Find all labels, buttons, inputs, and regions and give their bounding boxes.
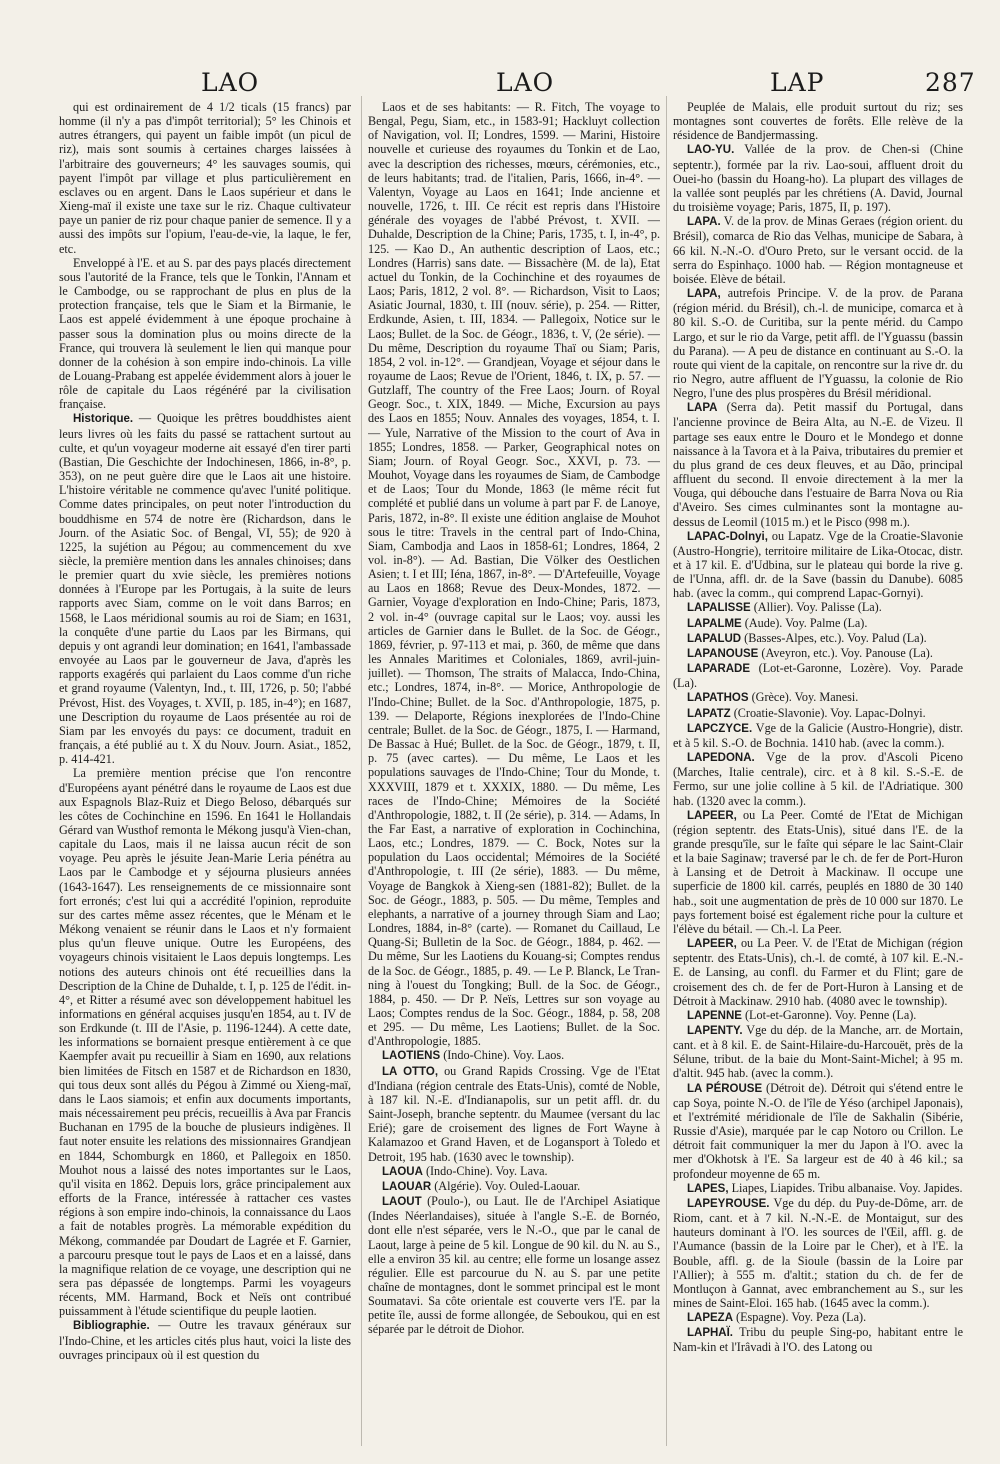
- entry-text: autrefois Principe. V. de la prov. de Parana (région mérid. du Brésil), ch.-l. de municipe, comarca et à 80 kil. S.-O. de Curitiba, sur la pente mérid. du Campo Largo, et sur le rio da Varge, petit affl. de l'Yguassu (bassin du Parana). — A peu de distance en continuant au S.-O. la route qui vient de la capitale, on rencontre sur la rive dr. du rio Negro, autre affluent de l'Yguassu, la colonie de Rio Negro, l'une des plus prospères du Brésil méridional.: [673, 286, 963, 401]
- dictionary-entry: [673, 808, 963, 936]
- entry-text: (Serra da). Petit massif du Portugal, dans l'ancienne province de Beira Alta, au N.-E. de Vizeu. Il partage ses eaux entre le Douro et le Mondego et donne naissance à la Tavora et à la Paiva, tributaires du premier et du plus grand de ces deux fleuves, et au Dão, principal affluent du second. Il envoie directement à la mer la Vouga, qui débouche dans l'estuaire de Barra Nova ou Ria d'Aveiro. Ses cimes culminantes sont la montagne au-dessus de Leomil (1015 m.) et le Pisco (998 m.).: [673, 400, 963, 529]
- entry-headword: LAPATHOS: [687, 692, 749, 705]
- entry-text: V. de la prov. de Minas Geraes (région orient. du Brésil), comarca de Rio das Velhas, municipe de Sabara, à 66 kil. N.-N.-O. d'Ouro Preto, sur le versant occid. de la serra do Espinhaço. 1000 hab. — Région montagneuse et boisée. Elève de bétail.: [673, 214, 963, 286]
- dictionary-entry: [673, 1008, 963, 1023]
- dictionary-entry: [673, 1081, 963, 1181]
- running-head-center: LAO: [496, 68, 555, 97]
- dictionary-entry: [673, 529, 963, 601]
- dictionary-entry: [368, 1064, 660, 1164]
- entry-text: (Aveyron, etc.). Voy. Panouse (La).: [758, 645, 933, 660]
- dictionary-entry: [59, 1318, 351, 1361]
- dictionary-entry: [673, 214, 963, 286]
- text-column-1: [59, 100, 351, 1445]
- dictionary-entry: [368, 1048, 660, 1063]
- entry-text: Vge du dép. du Puy-de-Dôme, arr. de Riom, cant. et à 7 kil. N.-N.-E. de Montaigut, sur des hauteurs dominant à l'O. les sources de l'Œil, affl. g. de l'Aumance (bassin de la Loire par le Cher), et à l'E. la Bouble, affl. g. de la Sioule (bassin de la Loire par l'Allier); à 555 m. d'altit.; station du ch. de fer de Montluçon à Gannat, avec embranchement au S., sur les mines de Saint-Eloi. 165 hab. (1645 avec la comm.).: [673, 1195, 963, 1310]
- dictionary-entry: [673, 631, 963, 646]
- entry-text: (Allier). Voy. Palisse (La).: [750, 600, 882, 615]
- entry-text: La première mention précise que l'on rencontre d'Européens ayant pénétré dans le royaume de Laos est due aux Espagnols Blaz-Ruiz et Diego Beloso, débarqués sur les côtes de Cochinchine en 1596. En 1641 le Hollandais Gérard van Wusthof remonta le Mékong jusqu'à Vien-chan, capitale du Laos, mais il ne laissa aucun récit de son voyage. Peu après le jésuite Jean-Marie Leria pénétra au Laos par le Cambodge et y séjourna plusieurs années (1643-1647). Les renseignements de ce missionnaire sont fort erronés; c'est lui qui a accrédité l'opinion, reproduite sur des cartes même assez récentes, que le Ménam et le Mékong venaient se réunir dans le Laos et n'y formaient plus qu'un fleuve unique. Outre les Européens, des voyageurs chinois visitaient le Laos depuis longtemps. Les notions des auteurs chinois ont été recueillies dans la Description de la Chine de Duhalde, t. I, p. 125 de l'édit. in-4°, et Ritter a résumé avec son développement habituel les informations en général acquises jusqu'en 1854, au t. IV de son Erdkunde (t. III de l'Asie, p. 1196-1244). A cette date, les informations se bornaient presque entièrement à ce que Kaempfer avait pu recueillir à Siam en 1690, aux relations bien limitées de Fitsch en 1587 et de Richardson en 1830, qui tous deux sont allés du Pégou à Zimmé ou Xieng-maï, dans le Laos siamois; et enfin aux documents importants, mais nécessairement peu précis, recueillis à Ava par Francis Buchanan en 1795 de la bouche de plusieurs indigènes. Il faut noter ensuite les relations des missionnaires Grandjean en 1844, Schomburgk en 1860, et Pallegoix en 1850. Mouhot nous a laissé des notes importantes sur le Laos, qu'il visita en 1862. Depuis lors, grâce principalement aux efforts de la France, intéressée à rattacher ces vastes régions à son empire indo-chinois, la connaissance du Laos a fait de notables progrès. La mémorable expédition du Mékong, commandée par Doudart de Lagrée et F. Garnier, a parcouru presque tout le pays de Laos et en a laissé, dans la magnifique relation de ce voyage, une description qui ne sera pas dépassée de longtemps. Parmi les voyageurs récents, MM. Harmand, Bock et Neïs ont contribué puissamment à l'étude scientifique du peuple laotien.: [59, 766, 351, 1319]
- entry-headword: LAPA.: [687, 216, 721, 229]
- entry-headword: LAPEDONA.: [687, 752, 755, 765]
- text-paragraph: [673, 100, 963, 142]
- dictionary-entry: [368, 1179, 660, 1194]
- entry-text: ou La Peer. Comté de l'Etat de Michigan (région septentr. des Etats-Unis), situé dans l'E. de la grande presqu'île, sur le faîte qui sépare le lac Saint-Clair et la baie Saginaw; traversé par le ch. de fer de Port-Huron à Lansing et de Detroit à Mackinaw. Il occupe une superficie de 1800 kil. carrés, peuplés en 1880 de 30 140 hab., soit une augmentation de près de 10 000 sur 1870. Le pays fortement boisé est également riche pour la culture et l'élève du bétail. — Ch.-l. La Peer.: [673, 807, 963, 936]
- entry-text: (Lot-et-Garonne, Lozère). Voy. Parade (La).: [673, 661, 963, 691]
- page-number: 287: [925, 68, 976, 97]
- entry-text: (Indo-Chine). Voy. Laos.: [440, 1048, 565, 1063]
- dictionary-entry: [673, 1196, 963, 1310]
- entry-text: (Algérie). Voy. Ouled-Laouar.: [431, 1178, 581, 1193]
- entry-text: Vallée de la prov. de Chen-si (Chine septentr.), formée par la riv. Lao-soui, affluent droit du Ouei-ho (bassin du Hoang-ho). La plupart des villages de la vallée sont peuplés par les chrétiens (A. David, Journal du troisième voyage; Paris, 1875, II, p. 197).: [673, 142, 963, 215]
- entry-headword: LA PÉROUSE: [687, 1082, 763, 1095]
- running-head-right: LAP: [770, 68, 825, 97]
- entry-headword: LAPATZ: [687, 707, 731, 720]
- dictionary-entry: [673, 600, 963, 615]
- entry-text: Laos et de ses habitants: — R. Fitch, The voyage to Bengal, Pegu, Siam, etc., in 1583-91; Hackluyt collection of Navigation, vol. II; Londres, 1599. — Marini, Histoire nouvelle et curieuse des royaumes du Tonkin et de Lao, avec la description des richesses, mœurs, cérémonies, etc., de leurs habitants; trad. de l'italien, Paris, 1666, in-4°. — Valentyn, Voyage au Laos en 1641; Inde ancienne et nouvelle, 1726, t. III. Ce récit est repris dans l'Histoire générale des voyages de l'abbé Prévost, t. XVII. — Duhalde, Description de la Chine; Paris, 1735, t. I, in-4°, p. 125. — Kao D., An authentic description of Laos, etc.; Londres (Harris) sans date. — Bissachère (M. de la), Etat actuel du Tonkin, de la Cochinchine et des royaumes de Laos; Paris, 1812, 2 vol. 8°. — Richardson, Visit to Laos; Asiatic Journal, 1830, t. III (nouv. série), p. 254. — Ritter, Erdkunde, Asien, t. III, 1834. — Pallegoix, Notice sur le Laos; Bullet. de la Soc. de Géogr., 1836, t. V, (2e série). — Du même, Description du royaume Thaï ou Siam; Paris, 1854, 2 vol. in-12°. — Grandjean, Voyage et séjour dans le royaume de Laos; Revue de l'Orient, 1846, t. IX, p. 57. — Gutzlaff, The country of the Free Laos; Journ. of Royal Geogr. Soc., t. XIX, 1849. — Miche, Excursion au pays des Laos en 1855; Nouv. Annales des voyages, 1854, t. I. — Yule, Narrative of the Mission to the court of Ava in 1855; Londres, 1858. — Parker, Geographical notes on Siam; Journ. of Royal Geogr. Soc., XXVI, p. 73. — Mouhot, Voyage dans les royaumes de Siam, de Cambodge et de Laos; Tour du Monde, 1863 (le même récit fut complété et publié dans un volume à part par F. de Lanoye, Paris, 1872, in-8°. Il existe une édition anglaise de Mouhot sous le titre: Travels in the central part of Indo-China, Siam, Cambodja and Laos in 1858-61; Londres, 1864, 2 vol. in-8°). — Ad. Bastian, Die Völker des Oestlichen Asien; t. I et III; Iéna, 1867, in-8°. — D'Artefeuille, Voyage au Laos en 1868; Revue des Deux-Mondes, 1872. — Garnier, Voyage d'exploration en Indo-Chine; Paris, 1873, 2 vol. in-4° (ouvrage capital sur le Laos; voy. aussi les articles de Garnier dans le Bullet. de la Soc. de Géogr., 1869, février, p. 97-113 et mai, p. 360, de même que dans les Annales Maritimes et Coloniales, 1869, avril-juin-juillet). — Thomson, The straits of Malacca, Indo-China, etc.; Londres, 1874, in-8°. — Morice, Anthropologie de l'Indo-Chine; Bullet. de la Soc. d'Anthropologie, 1875, p. 139. — Delaporte, Régions inexplorées de l'Indo-Chine centrale; Bullet. de la Soc. de Géogr., 1875, I. — Harmand, De Bassac à Hué; Bullet. de la Soc. de Géogr., 1879, t. II, p. 75 (avec cartes). — Du même, Le Laos et les populations sauvages de l'Indo-Chine; Tour du Monde, t. XXXVIII, 1879 et t. XXXIX, 1880. — Du même, Les races de l'Indo-Chine; Mémoires de la Société d'Anthropologie, 1882, t. II (2e série), p. 314. — Adams, In the Far East, a narrative of exploration in Cochinchina, Laos, etc.; Londres, 1879. — C. Bock, Notes sur la population du Laos occidental; Mémoires de la Société d'Anthropologie, t. III (2e série), 1883. — Du même, Voyage de Bangkok à Xieng-sen (1881-82); Bullet. de la Soc. de Géogr., 1883, p. 505. — Du même, Temples and elephants, a narrative of a journey through Siam and Lao; Londres, 1884, in-8° (carte). — Romanet du Caillaud, Le Quang-Si; Bulletin de la Soc. de Géogr., 1884, p. 462. — Du même, Sur les Laotiens du Kouang-si; Comptes rendus de la Soc. de Géogr., 1885, p. 49. — Le P. Blanck, Le Tran-ning à l'ouest du Tongking; Bull. de la Soc. de Géogr., 1884, p. 450. — Dr P. Neïs, Lettres sur son voyage au Laos; Comptes rendus de la Soc. Géogr., 1884, p. 58, 208 et 295. — Du même, Les Laotiens; Bullet. de la Soc. d'Anthropologie, 1885.: [368, 100, 660, 1049]
- dictionary-entry: [673, 721, 963, 750]
- entry-headword: LAPENNE: [687, 1009, 742, 1022]
- dictionary-entry: [673, 750, 963, 808]
- entry-headword: LAPES,: [687, 1182, 729, 1195]
- entry-headword: LAO-YU.: [687, 144, 735, 157]
- entry-text: — Outre les travaux généraux sur l'Indo-Chine, et les articles cités plus haut, voici la liste des ouvrages principaux où il est question du: [59, 1318, 351, 1362]
- dictionary-entry: [673, 616, 963, 631]
- dictionary-entry: [673, 286, 963, 400]
- entry-headword: LAPENTY.: [687, 1025, 743, 1037]
- entry-text: ou La Peer. V. de l'Etat de Michigan (région septentr. des Etats-Unis), ch.-l. de comté, à 107 kil. E.-N.-E. de Lansing, au confl. du Farmer et du Flint; gare de croisement des ch. de fer de Port-Huron à Lansing et de Détroit à Mackinaw. 2910 hab. (4080 avec le township).: [673, 936, 963, 1008]
- dictionary-entry: [673, 936, 963, 1008]
- entry-headword: LAPEER,: [687, 809, 737, 822]
- entry-headword: LAPCZYCE.: [687, 722, 753, 735]
- entry-headword: LAPEZA: [687, 1312, 733, 1325]
- entry-headword: Bibliographie.: [73, 1320, 150, 1333]
- dictionary-entry: [673, 142, 963, 214]
- entry-headword: LAOUA: [382, 1165, 423, 1178]
- dictionary-entry: [673, 1181, 963, 1196]
- text-paragraph: [59, 766, 351, 1318]
- entry-text: Vge de la Galicie (Austro-Hongrie), distr. et à 5 kil. S.-O. de Bochnia. 1410 hab. (avec la comm.).: [673, 720, 963, 750]
- entry-headword: LAPALUD: [687, 632, 742, 645]
- entry-text: Tribu du peuple Sing-po, habitant entre le Nam-kin et l'Irâvadi à l'O. des Latong ou: [673, 1325, 963, 1355]
- entry-headword: LAPANOUSE: [687, 647, 759, 660]
- entry-text: (Grèce). Voy. Manesi.: [748, 690, 859, 705]
- entry-text: (Détroit de). Détroit qui s'étend entre le cap Soya, pointe N.-O. de l'île de Yéso (archipel Japonais), et l'extrémité méridionale de l'île de Sakhalin (Sibérie, Russie d'Asie), marquée par le cap Notoro ou Crillon. Le détroit fait communiquer la mer du Japon à l'O. avec la mer d'Okhotsk à l'E. Sa largeur est de 40 à 46 kil.; sa profondeur moyenne de 65 m.: [673, 1080, 963, 1181]
- column-rule: [666, 96, 667, 1446]
- entry-text: (Aude). Voy. Palme (La).: [741, 615, 868, 630]
- entry-text: (Indo-Chine). Voy. Lava.: [422, 1163, 548, 1178]
- entry-headword: LAOUT: [382, 1196, 422, 1209]
- entry-text: Peuplée de Malais, elle produit surtout du riz; ses montagnes sont couvertes de forêts. Elle relève de la résidence de Bandjermassing.: [673, 100, 963, 143]
- entry-headword: LAOUAR: [382, 1180, 432, 1193]
- entry-text: Liapes, Liapides. Tribu albanaise. Voy. Japides.: [728, 1180, 963, 1195]
- entry-text: Vge de la prov. d'Ascoli Piceno (Marches, Italie centrale), circ. et à 8 kil. S.-S.-E. de Fermo, sur une jolie colline à 5 kil. de l'Adriatique. 300 hab. (1320 avec la comm.).: [673, 750, 963, 808]
- text-paragraph: [59, 100, 351, 256]
- entry-text: (Croatie-Slavonie). Voy. Lapac-Dolnyi.: [730, 705, 926, 720]
- text-column-2: [368, 100, 660, 1445]
- entry-headword: LAPALME: [687, 617, 742, 630]
- dictionary-entry: [673, 661, 963, 690]
- dictionary-entry: [59, 411, 351, 766]
- dictionary-entry: [673, 706, 963, 721]
- entry-headword: LAPEER,: [687, 938, 737, 951]
- dictionary-entry: [673, 690, 963, 705]
- entry-headword: LAPA,: [687, 288, 721, 301]
- entry-text: Enveloppé à l'E. et au S. par des pays placés directement sous l'autorité de la France, tels que le Tonkin, l'Annam et le Cambodge, ou se rapprochant de plus en plus de la protection française, tels que le Siam et la Birmanie, le Laos est appelé évidemment à une époque prochaine à passer sous la domination plus ou moins directe de la France, qui trouvera là seulement le lien qui manque pour donner de la cohésion à son empire indo-chinois. La ville de Louang-Prabang est appelée évidemment alors à jouer le rôle de capitale du Laos régénéré par la civilisation française.: [59, 255, 351, 412]
- entry-text: (Poulo-), ou Laut. Ile de l'Archipel Asiatique (Indes Néerlandaises), située à l'angle S.-E. de Bornéo, dont elle n'est séparée, vers le N.-O., que par le canal de Laout, large à peine de 5 kil. Longue de 90 kil. du N. au S., elle a environ 35 kil. au centre; elle forme un losange assez régulier. Elle est parcourue du N. au S. par une petite chaîne de montagnes, dont le sommet principal est le mont Soumatavi. Sa côte orientale est couverte vers l'E. par la petite île, aussi de forme allongée, de Seboukou, qui en est séparée par le détroit de Diohor.: [368, 1194, 660, 1337]
- running-head-left: LAO: [201, 68, 260, 97]
- entry-headword: LAPA: [687, 402, 718, 415]
- entry-text: — Quoique les prêtres bouddhistes aient leurs livres où les faits du passé se rattachent surtout au culte, et qu'un voyageur moderne ait essayé d'en tirer parti (Bastian, Die Geschichte der Indochinesen, 1866, in-8°, p. 353), on ne peut guère dire que le Laos ait une histoire. L'histoire véritable ne commence qu'avec l'unité politique. Comme dates principales, on peut noter l'introduction du bouddhisme en 574 de notre ère (Richardson, dans le Journ. of the Asiatic Soc. of Bengal, VI, 55); de 920 à 1225, la sujétion au Pégou; au commencement du xve siècle, la première mention dans les annales chinoises; dans le premier quart du xvie siècle, les premières notions données à l'Europe par les Portugais, à la suite de leurs rapports avec Siam, comme on le voit dans Barros; en 1568, le Laos méridional soumis au roi de Siam; en 1631, la conquête d'une partie du Laos par les Birmans, qui depuis y ont agrandi leur domination; en 1641, l'ambassade envoyée au Laos par le gouverneur de Java, d'après les rapports exagérés qui parlaient du Laos comme d'un riche et grand royaume (Valentyn, Ind., t. III, 1726, p. 50; l'abbé Prévost, Hist. des Voyages, t. XVII, p. 185, in-4°); en 1687, une Description du royaume de Laos présentée au roi de Siam par les envoyés du pays: ce document, traduit en français, a été publié au t. X du Nouv. Journ. Asiat., 1852, p. 414-421.: [59, 411, 351, 767]
- dictionary-entry: [673, 400, 963, 528]
- column-rule: [361, 96, 362, 1446]
- entry-text: (Espagne). Voy. Peza (La).: [733, 1310, 867, 1325]
- entry-headword: LAPARADE: [687, 663, 751, 676]
- entry-headword: LA OTTO,: [382, 1065, 439, 1078]
- text-column-3: [673, 100, 963, 1445]
- dictionary-entry: [673, 1325, 963, 1354]
- entry-text: ou Grand Rapids Crossing. Vge de l'Etat d'Indiana (région centrale des Etats-Unis), comté de Noble, à 187 kil. N.-E. d'Indianapolis, sur un petit affl. dr. du Saint-Joseph, branche septentr. du Maumee (versant du lac Erié); gare de croisement des lignes de Fort Wayne à Kalamazoo et Grand Haven, et de Logansport à Toledo et Detroit, 195 hab. (1630 avec le township).: [368, 1063, 660, 1164]
- entry-headword: Historique.: [73, 413, 134, 426]
- text-paragraph: [368, 100, 660, 1048]
- entry-text: Vge du dép. de la Manche, arr. de Mortain, cant. et à 8 kil. E. de Saint-Hilaire-du-Harcouët, près de la Sélune, tribut. de la baie du Mont-Saint-Michel; à 95 m. d'altit. 945 hab. (avec la comm.).: [673, 1023, 963, 1081]
- dictionary-entry: [673, 1023, 963, 1081]
- entry-headword: LAOTIENS: [382, 1050, 441, 1063]
- dictionary-entry: [368, 1164, 660, 1179]
- dictionary-entry: [673, 646, 963, 661]
- dictionary-entry: [673, 1310, 963, 1325]
- entry-text: qui est ordinairement de 4 1/2 ticals (15 francs) par homme (il n'y a pas d'impôt territorial); 5° les Chinois et autres étrangers, qui payent un faible impôt (un picul de riz), mais sont soumis à certaines charges laissées à l'arbitraire des gouverneurs; 4° les sauvages soumis, qui payent l'impôt par village et plus particulièrement en esclaves ou en argent. Dans le Laos supérieur et dans le Xieng-maï il existe une taxe sur le riz. Chaque cultivateur paye un panier de riz pour chaque panier de semence. Il y a aussi des impôts sur l'opium, l'eau-de-vie, la laque, le fer, etc.: [59, 100, 351, 256]
- entry-text: (Lot-et-Garonne). Voy. Penne (La).: [741, 1007, 917, 1022]
- entry-headword: LAPEYROUSE.: [687, 1197, 770, 1210]
- entry-text: ou Lapatz. Vge de la Croatie-Slavonie (Austro-Hongrie), territoire militaire de Lika-Otocac, distr. et à 17 kil. E. d'Udbina, sur le plateau qui borde la rive g. de l'Unna, affl. dr. de la Save (bassin du Danube). 6085 hab. (avec la comm., qui comprend Lapac-Gornyi).: [673, 528, 963, 601]
- entry-text: (Basses-Alpes, etc.). Voy. Palud (La).: [741, 630, 927, 645]
- entry-headword: LAPALISSE: [687, 602, 751, 615]
- dictionary-entry: [368, 1194, 660, 1337]
- entry-headword: LAPAC-Dolnyi,: [687, 530, 768, 543]
- text-paragraph: [59, 256, 351, 412]
- entry-headword: LAPHAÏ.: [687, 1327, 733, 1340]
